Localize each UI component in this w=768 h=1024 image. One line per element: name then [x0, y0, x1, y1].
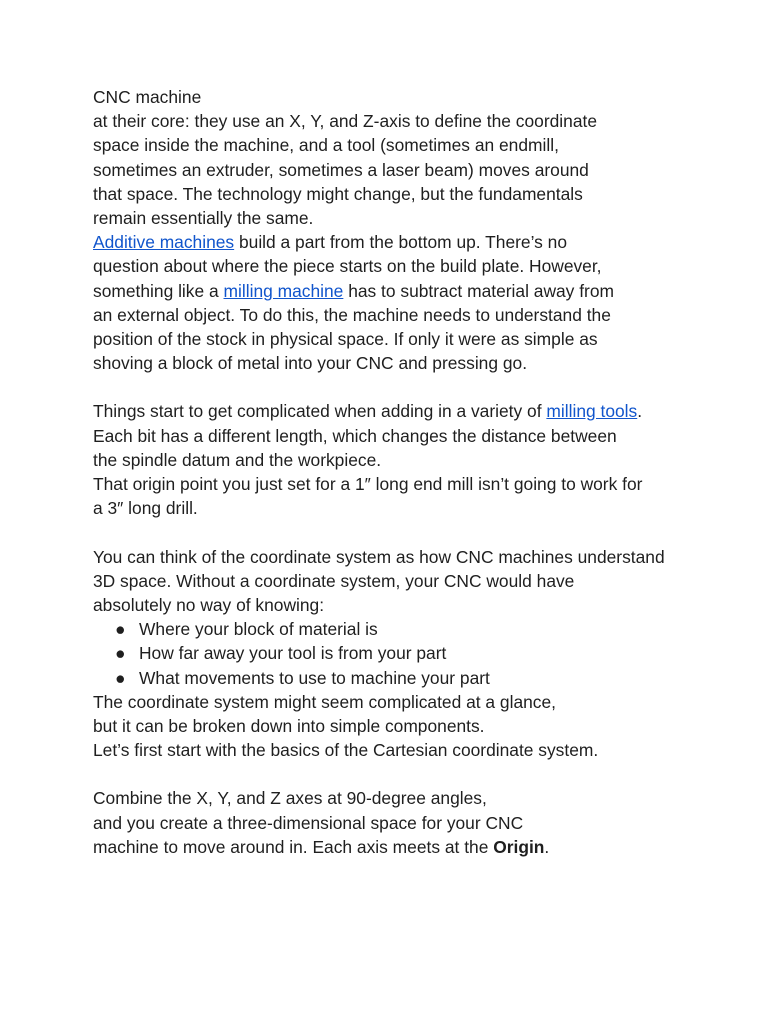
text-line: the spindle datum and the workpiece. — [93, 449, 382, 470]
text-line — [93, 279, 761, 303]
bullet-icon: ● — [115, 643, 126, 664]
text-span: machine to move around in. Each axis meets at the — [93, 836, 494, 857]
list-item-text: How far away your tool is from your part — [139, 643, 447, 664]
bullet-list — [93, 617, 761, 690]
text-line: but it can be broken down into simple components. — [93, 715, 485, 736]
milling-machine-link[interactable]: milling machine — [223, 280, 344, 301]
text-line — [93, 399, 761, 423]
paragraph-additive — [93, 230, 761, 375]
text-line: sometimes an extruder, sometimes a laser beam) moves around — [93, 159, 589, 180]
text-span: . — [637, 401, 643, 422]
milling-tools-link[interactable]: milling tools — [546, 401, 638, 422]
origin-term: Origin — [493, 836, 545, 857]
paragraph-axes — [93, 786, 761, 859]
paragraph-intro — [93, 109, 761, 230]
text-line: Each bit has a different length, which changes the distance between — [93, 425, 617, 446]
text-line: 3D space. Without a coordinate system, your CNC would have — [93, 570, 575, 591]
list-item-text: Where your block of material is — [139, 619, 378, 640]
text-line: remain essentially the same. — [93, 207, 314, 228]
paragraph-coordinate-system — [93, 545, 761, 763]
text-line: absolutely no way of knowing: — [93, 594, 325, 615]
text-line: an external object. To do this, the machine needs to understand the — [93, 304, 611, 325]
list-item — [93, 641, 761, 665]
text-line: That origin point you just set for a 1″ long end mill isn’t going to work for — [93, 474, 643, 494]
bullet-icon: ● — [115, 667, 126, 688]
text-line: space inside the machine, and a tool (sometimes an endmill, — [93, 135, 559, 156]
document-title: CNC machine — [93, 87, 202, 107]
text-line: at their core: they use an X, Y, and Z-axis to define the coordinate — [93, 111, 597, 132]
additive-machines-link[interactable]: Additive machines — [93, 232, 235, 253]
text-line: question about where the piece starts on the build plate. However, — [93, 256, 602, 277]
bullet-icon: ● — [115, 619, 126, 640]
text-line: that space. The technology might change, but the fundamentals — [93, 183, 583, 204]
list-item-text: What movements to use to machine your part — [139, 667, 490, 688]
list-item — [93, 617, 761, 641]
paragraph-tools — [93, 399, 761, 520]
text-line: Let’s first start with the basics of the Cartesian coordinate system. — [93, 740, 599, 761]
text-line: You can think of the coordinate system as how CNC machines understand — [93, 546, 665, 567]
text-span: something like a — [93, 280, 224, 301]
text-line: a 3″ long drill. — [93, 498, 198, 519]
text-line: shoving a block of metal into your CNC and pressing go. — [93, 353, 528, 374]
text-span: . — [544, 836, 550, 857]
text-line: position of the stock in physical space. If only it were as simple as — [93, 328, 598, 349]
text-span: has to subtract material away from — [343, 280, 614, 301]
paragraph-spacer — [93, 375, 761, 399]
list-item — [93, 666, 761, 690]
text-line — [93, 230, 761, 254]
text-span: Things start to get complicated when adding in a variety of — [93, 401, 547, 422]
text-line: Combine the X, Y, and Z axes at 90-degree angles, — [93, 788, 487, 809]
text-line: The coordinate system might seem complicated at a glance, — [93, 691, 557, 712]
text-line — [93, 835, 761, 859]
paragraph-spacer — [93, 520, 761, 544]
paragraph-spacer — [93, 762, 761, 786]
document-body — [93, 85, 761, 859]
text-line: and you create a three-dimensional space for your CNC — [93, 812, 524, 833]
text-span: build a part from the bottom up. There’s no — [234, 232, 568, 253]
